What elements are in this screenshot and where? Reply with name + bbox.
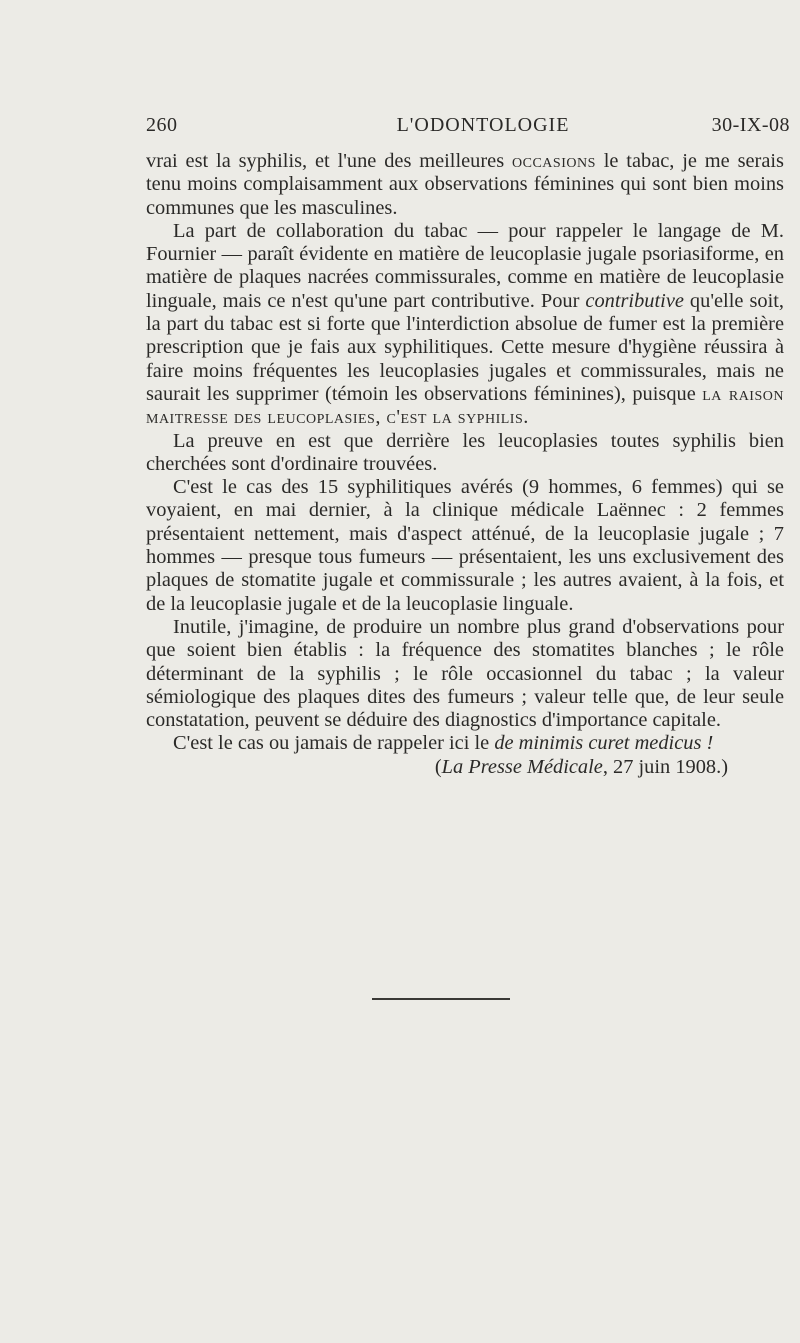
paragraph-2-text-a: La part de collaboration du tabac — pour rappeler le langage de M. Fournier — paraît évidente en matière de leucoplasie jugale psoriasiforme, en matière de plaques nacrées commissurales, comme en matière de leucoplasie linguale, mais ce n'est qu'une part contributive. Pour xyxy=(146,219,784,312)
paragraph-1-text-a: vrai est la syphilis, et l'une des meilleures xyxy=(146,150,513,172)
paragraph-5: Inutile, j'imagine, de produire un nombre plus grand d'observations pour que soient bien établis : la fréquence des stomatites blanches ; le rôle déterminant de la syphilis ; le rôle occasionnel du tabac ; la valeur sémiologique des plaques dites des fumeurs ; valeur telle que, de leur seule constatation, peuvent se déduire des diagnostics d'importance capitale. xyxy=(146,615,784,732)
paragraph-4: C'est le cas des 15 syphilitiques avérés (9 hommes, 6 femmes) qui se voyaient, en mai dernier, à la clinique médicale Laënnec : 2 femmes présentaient nettement, mais d'aspect atténué, de la leucoplasie jugale ; 7 hommes — presque tous fumeurs — présentaient, les uns exclusivement des plaques de stomatite jugale et commissurale ; les autres avaient, à la fois, et de la leucoplasie jugale et de la leucoplasie linguale. xyxy=(146,476,784,615)
paragraph-2-smallcaps: la raison maitresse des leucoplasies, c'est la syphilis xyxy=(146,382,784,429)
paragraph-1 xyxy=(146,150,784,220)
citation xyxy=(146,756,784,779)
article-body xyxy=(146,150,784,779)
paragraph-2-text-c: qu'elle soit, la part du tabac est si forte que l'interdiction absolue de fumer est la première prescription que je fais aux syphilitiques. Cette mesure d'hygiène réussira à faire moins fréquentes les leucoplasies jugales et commissurales, mais ne saurait les supprimer (témoin les observations féminines), puisque xyxy=(146,289,785,405)
issue-date: 30-IX-08 xyxy=(711,114,790,136)
paragraph-2-text-e: . xyxy=(523,406,529,429)
paragraph-3: La preuve en est que derrière les leucoplasies toutes syphilis bien cherchées sont d'ordinaire trouvées. xyxy=(146,429,784,475)
paragraph-2 xyxy=(146,220,784,430)
page-number: 260 xyxy=(146,114,178,136)
paragraph-6 xyxy=(146,732,784,755)
citation-rest: , 27 juin 1908.) xyxy=(602,755,728,778)
paragraph-1-smallcaps: occasions xyxy=(512,150,596,172)
end-rule xyxy=(372,998,510,1000)
citation-open: ( xyxy=(434,755,442,778)
citation-source: La Presse Médicale xyxy=(441,755,603,778)
paragraph-1-text-c: le tabac, je me serais tenu moins complaisamment aux observations féminines qui sont bien moins communes que les masculines. xyxy=(146,150,784,219)
paragraph-6-text-a: C'est le cas ou jamais de rappeler ici le xyxy=(173,732,495,755)
latin-quote: de minimis curet medicus ! xyxy=(494,732,714,755)
running-header xyxy=(146,114,790,144)
paragraph-2-italic: contributive xyxy=(585,289,684,312)
journal-title: L'ODONTOLOGIE xyxy=(396,114,570,136)
